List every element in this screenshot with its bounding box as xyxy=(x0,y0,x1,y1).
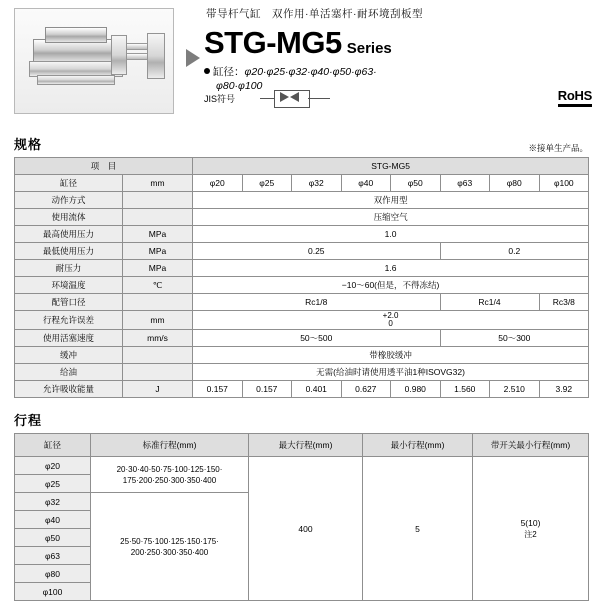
max-stroke-cell: 400 xyxy=(249,457,363,601)
spec-row xyxy=(15,277,589,294)
spec-value-cell: 0.2 xyxy=(440,243,589,260)
spec-value-cell: 带橡胶缓冲 xyxy=(193,347,589,364)
spec-row-label: 配管口径 xyxy=(15,294,123,311)
spec-value-cell: 3.92 xyxy=(539,381,589,398)
model-line xyxy=(204,25,594,61)
cylinder-top-icon xyxy=(45,27,107,43)
spec-value-cell: 0.980 xyxy=(391,381,441,398)
spec-value-cell: Rc1/4 xyxy=(440,294,539,311)
bullet-icon xyxy=(204,68,210,74)
bore-values-2: φ80·φ100 xyxy=(216,80,263,92)
spec-value-cell: +2.0 0 xyxy=(193,311,589,330)
spec-value-cell: 1.6 xyxy=(193,260,589,277)
stroke-col-header: 缸径 xyxy=(15,434,91,457)
stroke-bore-cell: φ100 xyxy=(15,583,91,601)
spec-bore-row xyxy=(15,175,589,192)
spec-row xyxy=(15,330,589,347)
switch-min-stroke-cell: 5(10) 注2 xyxy=(473,457,589,601)
rohs-badge xyxy=(558,88,592,107)
spec-row xyxy=(15,364,589,381)
spec-value-cell: 1.560 xyxy=(440,381,490,398)
stroke-bore-cell: φ40 xyxy=(15,511,91,529)
spec-row xyxy=(15,226,589,243)
page-header xyxy=(0,0,600,128)
rohs-label: RoHS xyxy=(557,88,592,103)
spec-row-unit: MPa xyxy=(123,260,193,277)
spec-bore-cell: φ32 xyxy=(292,175,342,192)
spec-bore-cell: φ20 xyxy=(193,175,243,192)
spec-row-label: 动作方式 xyxy=(15,192,123,209)
spec-row-unit: mm xyxy=(123,311,193,330)
bore-values-1: φ20·φ25·φ32·φ40·φ50·φ63· xyxy=(244,66,377,78)
spec-row-label: 使用流体 xyxy=(15,209,123,226)
standard-stroke-group-2: 25·50·75·100·125·150·175· 200·250·300·350·400 xyxy=(91,493,249,601)
spec-row-label: 缸径 xyxy=(15,175,123,192)
stroke-table xyxy=(14,433,589,601)
spec-row-unit xyxy=(123,347,193,364)
end-plate-icon xyxy=(111,35,127,75)
spec-row-label: 允许吸收能量 xyxy=(15,381,123,398)
spec-section xyxy=(0,134,600,153)
arrow-icon xyxy=(186,49,200,67)
spec-value-cell: Rc1/8 xyxy=(193,294,441,311)
spec-value-cell: 1.0 xyxy=(193,226,589,243)
model-name: STG-MG5 xyxy=(204,25,342,60)
stroke-bore-cell: φ25 xyxy=(15,475,91,493)
spec-value-cell: Rc3/8 xyxy=(539,294,589,311)
spec-row-unit: ℃ xyxy=(123,277,193,294)
spec-row xyxy=(15,381,589,398)
stroke-col-header: 带开关最小行程(mm) xyxy=(473,434,589,457)
spec-value-cell: 2.510 xyxy=(490,381,540,398)
spec-row-unit: MPa xyxy=(123,243,193,260)
jis-label: JIS符号 xyxy=(204,94,236,104)
title-block xyxy=(186,6,594,93)
spec-row-unit xyxy=(123,192,193,209)
spec-bore-cell: φ50 xyxy=(391,175,441,192)
spec-row-label: 给油 xyxy=(15,364,123,381)
spec-row-label: 缓冲 xyxy=(15,347,123,364)
spec-note: ※接单生产品。 xyxy=(528,143,588,153)
spec-row-unit: MPa xyxy=(123,226,193,243)
spec-value-cell: 双作用型 xyxy=(193,192,589,209)
spec-row-label: 使用活塞速度 xyxy=(15,330,123,347)
spec-row-unit: J xyxy=(123,381,193,398)
stroke-bore-cell: φ63 xyxy=(15,547,91,565)
standard-stroke-group-1: 20·30·40·50·75·100·125·150· 175·200·250·300·350·400 xyxy=(91,457,249,493)
spec-row-label: 最高使用压力 xyxy=(15,226,123,243)
specification-table xyxy=(14,157,589,398)
stroke-bore-cell: φ32 xyxy=(15,493,91,511)
jis-symbol-icon xyxy=(260,86,338,112)
spec-value-cell: 50～500 xyxy=(193,330,441,347)
jis-row xyxy=(204,92,235,105)
bore-label: 缸径： xyxy=(213,66,245,78)
spec-row xyxy=(15,294,589,311)
spec-row xyxy=(15,192,589,209)
spec-value-cell: 50～300 xyxy=(440,330,589,347)
spec-bore-cell: φ40 xyxy=(341,175,391,192)
stroke-header-row xyxy=(15,434,589,457)
spec-title: 规格 xyxy=(14,137,43,152)
spec-bore-cell: φ25 xyxy=(242,175,292,192)
header-subtitle: 带导杆气缸 双作用·单活塞杆·耐环境刮板型 xyxy=(206,8,423,20)
spec-row-unit xyxy=(123,364,193,381)
spec-col-item: 项 目 xyxy=(15,158,193,175)
spec-row-label: 最低使用压力 xyxy=(15,243,123,260)
stroke-col-header: 最小行程(mm) xyxy=(363,434,473,457)
spec-row xyxy=(15,209,589,226)
spec-value-cell: 0.401 xyxy=(292,381,342,398)
spec-value-cell: −10～60(但是，不得冻结) xyxy=(193,277,589,294)
cylinder-foot-icon xyxy=(37,75,115,85)
stroke-bore-cell: φ50 xyxy=(15,529,91,547)
spec-value-cell: 压缩空气 xyxy=(193,209,589,226)
spec-row xyxy=(15,260,589,277)
stroke-bore-cell: φ80 xyxy=(15,565,91,583)
spec-row xyxy=(15,311,589,330)
stroke-bore-cell: φ20 xyxy=(15,457,91,475)
spec-value-cell: 0.25 xyxy=(193,243,441,260)
spec-row-unit: mm/s xyxy=(123,330,193,347)
spec-row-unit xyxy=(123,294,193,311)
spec-row-label: 环境温度 xyxy=(15,277,123,294)
spec-value-cell: 0.627 xyxy=(341,381,391,398)
bore-line-1 xyxy=(204,65,594,79)
spec-bore-cell: φ100 xyxy=(539,175,589,192)
spec-col-group: STG-MG5 xyxy=(193,158,589,175)
spec-row xyxy=(15,243,589,260)
spec-row xyxy=(15,347,589,364)
spec-value-cell: 0.157 xyxy=(193,381,243,398)
spec-bore-cell: φ63 xyxy=(440,175,490,192)
spec-header-row xyxy=(15,158,589,175)
spec-row-unit: mm xyxy=(123,175,193,192)
rohs-underline xyxy=(558,104,592,107)
series-word: Series xyxy=(346,40,392,57)
min-stroke-cell: 5 xyxy=(363,457,473,601)
plate-icon xyxy=(147,33,165,79)
spec-value-cell: 无需(给油时请使用透平油1种ISOVG32) xyxy=(193,364,589,381)
spec-row-unit xyxy=(123,209,193,226)
spec-value-cell: 0.157 xyxy=(242,381,292,398)
spec-row-label: 行程允许误差 xyxy=(15,311,123,330)
stroke-title: 行程 xyxy=(14,413,43,428)
stroke-col-header: 最大行程(mm) xyxy=(249,434,363,457)
stroke-col-header: 标准行程(mm) xyxy=(91,434,249,457)
product-photo xyxy=(14,8,174,114)
spec-bore-cell: φ80 xyxy=(490,175,540,192)
table-row xyxy=(15,457,589,475)
spec-row-label: 耐压力 xyxy=(15,260,123,277)
